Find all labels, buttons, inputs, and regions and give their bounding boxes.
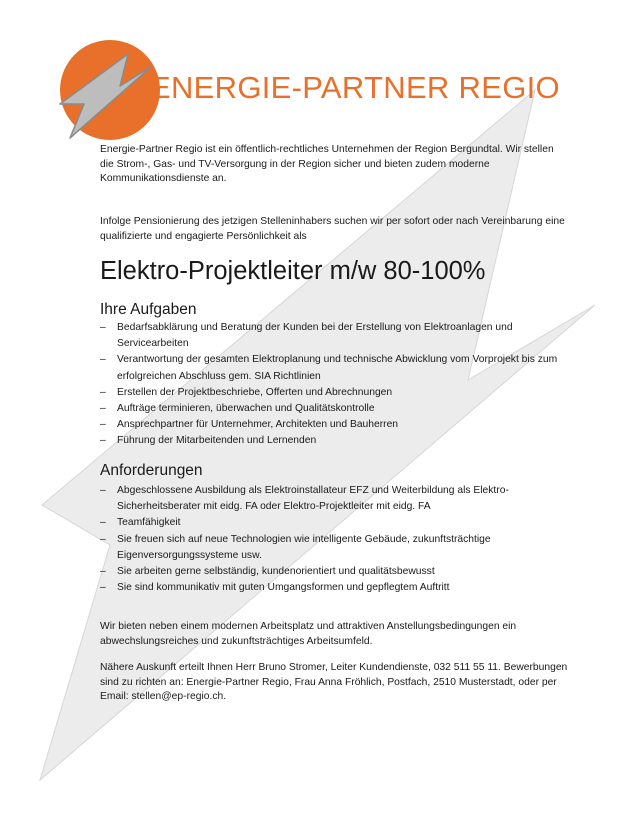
list-item-text: Bedarfsabklärung und Beratung der Kunden bei der Erstellung von Elektroanlagen und Servicearbeiten [117, 322, 513, 350]
list-item-text: Abgeschlossene Ausbildung als Elektroinstallateur EFZ und Weiterbildung als Elektro-Sicherheitsberater mit eidg. FA oder Elektro-Projektleiter mit eidg. FA [117, 485, 509, 513]
list-marker: – [100, 322, 106, 333]
lightning-bolt-logo-icon [58, 38, 162, 142]
offer-paragraph: Wir bieten neben einem modernen Arbeitsplatz und attraktiven Anstellungsbedingungen ein abwechslungsreiches und zukunftsträchtiges Arbeitsumfeld. [100, 621, 517, 647]
list-marker: – [100, 517, 106, 529]
list-item-text: Sie sind kommunikativ mit guten Umgangsformen und gepflegtem Auftritt [117, 582, 450, 594]
list-marker: – [100, 419, 106, 431]
list-marker: – [100, 435, 106, 447]
list-item [100, 515, 570, 531]
list-item [100, 385, 570, 401]
list-item [100, 433, 570, 449]
list-marker: – [100, 582, 106, 594]
requirements-list [100, 483, 570, 596]
list-item [100, 401, 570, 417]
search-intro-paragraph: Infolge Pensionierung des jetzigen Stelleninhabers suchen wir per sofort oder nach Vereinbarung eine qualifizierte und engagierte Persönlichkeit als [100, 216, 565, 242]
list-item-text: Ansprechpartner für Unternehmer, Architekten und Bauherren [117, 419, 399, 431]
list-item-text: Sie arbeiten gerne selbständig, kundenorientiert und qualitätsbewusst [117, 566, 435, 578]
list-marker: – [100, 403, 106, 415]
job-title: Elektro-Projektleiter m/w 80-100% [100, 257, 486, 285]
list-marker: – [100, 386, 106, 398]
list-item-text: Sie freuen sich auf neue Technologien wie intelligente Gebäude, zukunftsträchtige Eigenversorgungssysteme usw. [117, 533, 491, 561]
list-item [100, 320, 570, 352]
tasks-list [100, 320, 570, 450]
list-item-text: Verantwortung der gesamten Elektroplanung und technische Abwicklung vom Vorprojekt bis zum erfolgreichen Abschluss gem. SIA Richtlinien [117, 354, 558, 382]
list-marker: – [100, 485, 106, 496]
requirements-heading: Anforderungen [100, 462, 203, 479]
list-marker: – [100, 354, 106, 366]
list-item [100, 564, 570, 580]
company-intro-paragraph: Energie-Partner Regio ist ein öffentlich-rechtliches Unternehmen der Region Bergundtal. Wir stellen die Strom-, Gas- und TV-Versorgung in der Region sicher und bieten zudem moderne Kommunikationsdienste an. [100, 144, 554, 185]
contact-paragraph: Nähere Auskunft erteilt Ihnen Herr Bruno Stromer, Leiter Kundendienste, 032 511 55 11. Bewerbungen sind zu richten an: Energie-Partner Regio, Frau Anna Fröhlich, Postfach, 2510 Musterstadt, oder per Email: stellen@ep-regio.ch. [100, 662, 568, 703]
company-name: ENERGIE-PARTNER REGIO [150, 70, 560, 105]
list-marker: – [100, 533, 106, 545]
list-item [100, 483, 570, 515]
list-item [100, 352, 570, 384]
list-marker: – [100, 566, 106, 578]
list-item [100, 417, 570, 433]
list-item [100, 580, 570, 596]
tasks-heading: Ihre Aufgaben [100, 301, 197, 318]
list-item-text: Teamfähigkeit [117, 517, 181, 529]
list-item-text: Führung der Mitarbeitenden und Lernenden [117, 435, 317, 447]
list-item-text: Aufträge terminieren, überwachen und Qualitätskontrolle [117, 403, 375, 415]
list-item [100, 532, 570, 564]
list-item-text: Erstellen der Projektbeschriebe, Offerten und Abrechnungen [117, 386, 393, 398]
